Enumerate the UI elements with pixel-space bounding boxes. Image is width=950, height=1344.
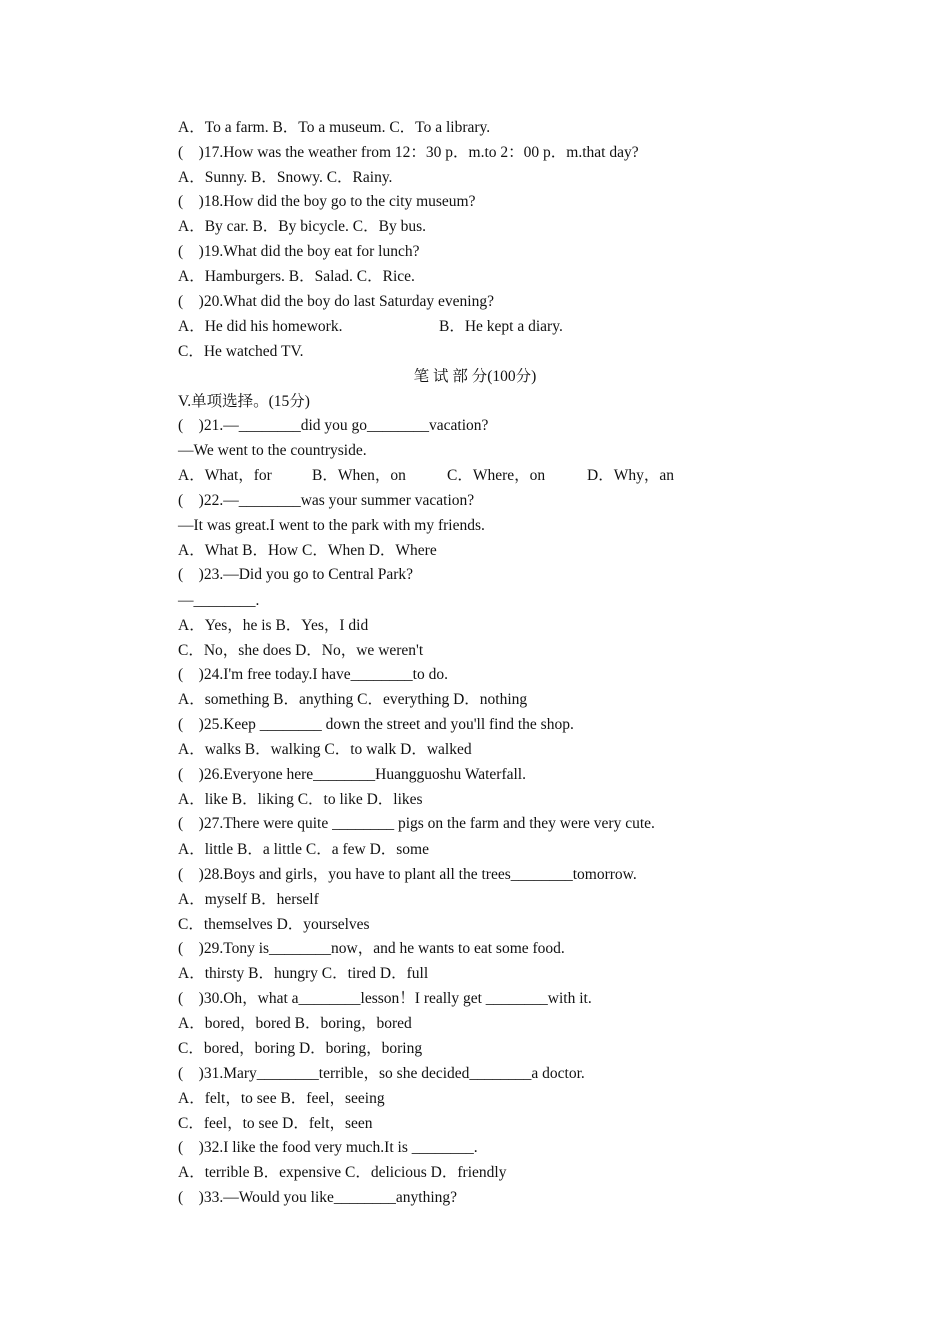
question-17: ( )17.How was the weather from 12：30 p．m.to 2：00 p．m.that day?: [178, 144, 639, 161]
question-20: ( )20.What did the boy do last Saturday evening?: [178, 293, 494, 310]
q27-options: A．little B．a little C．a few D．some: [178, 841, 429, 858]
q18-options: A．By car. B．By bicycle. C．By bus.: [178, 218, 426, 235]
q26-options: A．like B．liking C．to like D．likes: [178, 791, 423, 808]
q21-option-c: C．Where，on: [447, 467, 546, 484]
question-21: ( )21.—________did you go________vacation?: [178, 417, 489, 434]
q25-options: A．walks B．walking C．to walk D．walked: [178, 741, 472, 758]
question-26: ( )26.Everyone here________Huangguoshu Waterfall.: [178, 766, 526, 783]
q22-answer: —It was great.I went to the park with my friends.: [178, 517, 485, 534]
q20-option-c: C．He watched TV.: [178, 343, 304, 360]
q21-option-b: B．When，on: [312, 467, 406, 484]
q21-option-d: D．Why，an: [587, 467, 674, 484]
q28-options-cd: C．themselves D．yourselves: [178, 916, 370, 933]
q30-options-cd: C．bored，boring D．boring，boring: [178, 1040, 423, 1057]
q23-answer: —________.: [178, 592, 260, 609]
q21-answer: —We went to the countryside.: [178, 442, 367, 459]
question-27: ( )27.There were quite ________ pigs on the farm and they were very cute.: [178, 815, 655, 832]
section-title: 笔 试 部 分(100分): [413, 368, 537, 385]
q20-option-b: B．He kept a diary.: [439, 318, 563, 335]
q29-options: A．thirsty B．hungry C．tired D．full: [178, 965, 429, 982]
q17-options: A．Sunny. B．Snowy. C．Rainy.: [178, 169, 393, 186]
question-24: ( )24.I'm free today.I have________to do.: [178, 666, 448, 683]
question-22: ( )22.—________was your summer vacation?: [178, 492, 475, 509]
question-28: ( )28.Boys and girls，you have to plant all the trees________tomorrow.: [178, 866, 637, 883]
q20-option-a: A．He did his homework.: [178, 318, 343, 335]
q22-options: A．What B．How C．When D．Where: [178, 542, 437, 559]
q28-options-ab: A．myself B．herself: [178, 891, 319, 908]
q32-options: A．terrible B．expensive C．delicious D．friendly: [178, 1164, 507, 1181]
q23-options-cd: C．No，she does D．No，we weren't: [178, 642, 424, 659]
q30-options-ab: A．bored，bored B．boring，bored: [178, 1015, 412, 1032]
q31-options-cd: C．feel，to see D．felt，seen: [178, 1115, 373, 1132]
question-25: ( )25.Keep ________ down the street and you'll find the shop.: [178, 716, 574, 733]
question-18: ( )18.How did the boy go to the city museum?: [178, 193, 476, 210]
question-29: ( )29.Tony is________now，and he wants to eat some food.: [178, 940, 565, 957]
question-23: ( )23.—Did you go to Central Park?: [178, 566, 414, 583]
question-30: ( )30.Oh，what a________lesson！I really get ________with it.: [178, 990, 592, 1007]
q23-options-ab: A．Yes，he is B．Yes，I did: [178, 617, 369, 634]
question-32: ( )32.I like the food very much.It is ________.: [178, 1139, 478, 1156]
section-heading: V.单项选择。(15分): [178, 393, 310, 410]
q31-options-ab: A．felt，to see B．feel，seeing: [178, 1090, 385, 1107]
q24-options: A．something B．anything C．everything D．nothing: [178, 691, 528, 708]
q16-options: A．To a farm. B．To a museum. C．To a library.: [178, 119, 491, 136]
q21-option-a: A．What，for: [178, 467, 272, 484]
question-31: ( )31.Mary________terrible，so she decided________a doctor.: [178, 1065, 585, 1082]
question-19: ( )19.What did the boy eat for lunch?: [178, 243, 420, 260]
q19-options: A．Hamburgers. B．Salad. C．Rice.: [178, 268, 415, 285]
question-33: ( )33.—Would you like________anything?: [178, 1189, 458, 1206]
